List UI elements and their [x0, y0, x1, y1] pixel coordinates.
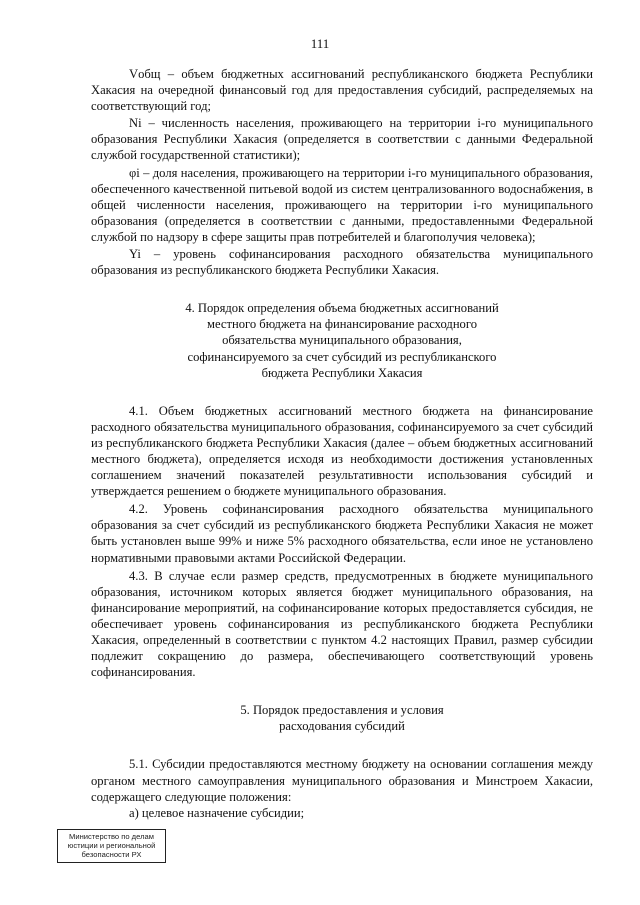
paragraph-4-3: 4.3. В случае если размер средств, предусмотренных в бюджете муниципального образования, источником которых является бюджет муниципального образования, на финансирование мероприятий, на софинансирование которых предоставляется субсидия, не обеспечивает уровень софинансирования из республиканского бюджета Республики Хакасия, определенный в соответствии с пунктом 4.2 настоящих Правил, размер субсидии подлежит сокращению до размера, обеспечивающего соответствующий уровень софинансирования. — [91, 568, 593, 680]
paragraph-5-1-a: а) целевое назначение субсидии; — [129, 805, 305, 820]
section-4-heading: 4. Порядок определения объема бюджетных ассигнований местного бюджета на финансирование расходного обязательства муниципального образования, софинансируемого за счет субсидий из республиканского бюджета Республики Хакасия — [185, 301, 499, 380]
stamp-line-1: Министерство по делам — [69, 832, 154, 841]
document-body — [91, 66, 593, 821]
definition-v-total: Vобщ – объем бюджетных ассигнований республиканского бюджета Республики Хакасия на очередной финансовый год для предоставления субсидий, распределяемых на соответствующий год; — [91, 67, 593, 114]
definition-phi-i: φi – доля населения, проживающего на территории i-го муниципального образования, обеспеченного качественной питьевой водой из систем централизованного водоснабжения, в общей численности населения, проживающего на территории i-го муниципального образования (определяется в соответствии с данными, предоставленными Федеральной службой по надзору в сфере защиты прав потребителей и благополучия человека); — [91, 165, 593, 244]
ministry-stamp — [57, 829, 166, 863]
definition-n-i: Ni – численность населения, проживающего на территории i-го муниципального образования Республики Хакасия (определяется в соответствии с данными Федеральной службой государственной статистики); — [91, 116, 593, 163]
paragraph-5-1: 5.1. Субсидии предоставляются местному бюджету на основании соглашения между органом местного самоуправления муниципального образования и Минстроем Хакасии, содержащего следующие положения: — [91, 757, 593, 804]
stamp-line-3: безопасности РХ — [81, 850, 142, 859]
section-5-heading: 5. Порядок предоставления и условия расходования субсидий — [240, 703, 444, 734]
page-number: 111 — [310, 36, 330, 51]
paragraph-4-2: 4.2. Уровень софинансирования расходного обязательства муниципального образования за счет субсидий из республиканского бюджета Республики Хакасия не может быть установлен выше 99% и ниже 5% расходного обязательства, если иное не установлено нормативными правовыми актами Российской Федерации. — [91, 502, 593, 565]
paragraph-4-1: 4.1. Объем бюджетных ассигнований местного бюджета на финансирование расходного обязательства муниципального образования, софинансируемого за счет субсидий из республиканского бюджета Республики Хакасия (далее – объем бюджетных ассигнований местного бюджета), определяется исходя из необходимости достижения установленных соглашением значений показателей результативности использования субсидий и утверждается решением о бюджете муниципального образования. — [91, 403, 593, 499]
definition-y-i: Yi – уровень софинансирования расходного обязательства муниципального образования из республиканского бюджета Республики Хакасия. — [91, 247, 593, 278]
stamp-line-2: юстиции и региональной — [67, 841, 156, 850]
